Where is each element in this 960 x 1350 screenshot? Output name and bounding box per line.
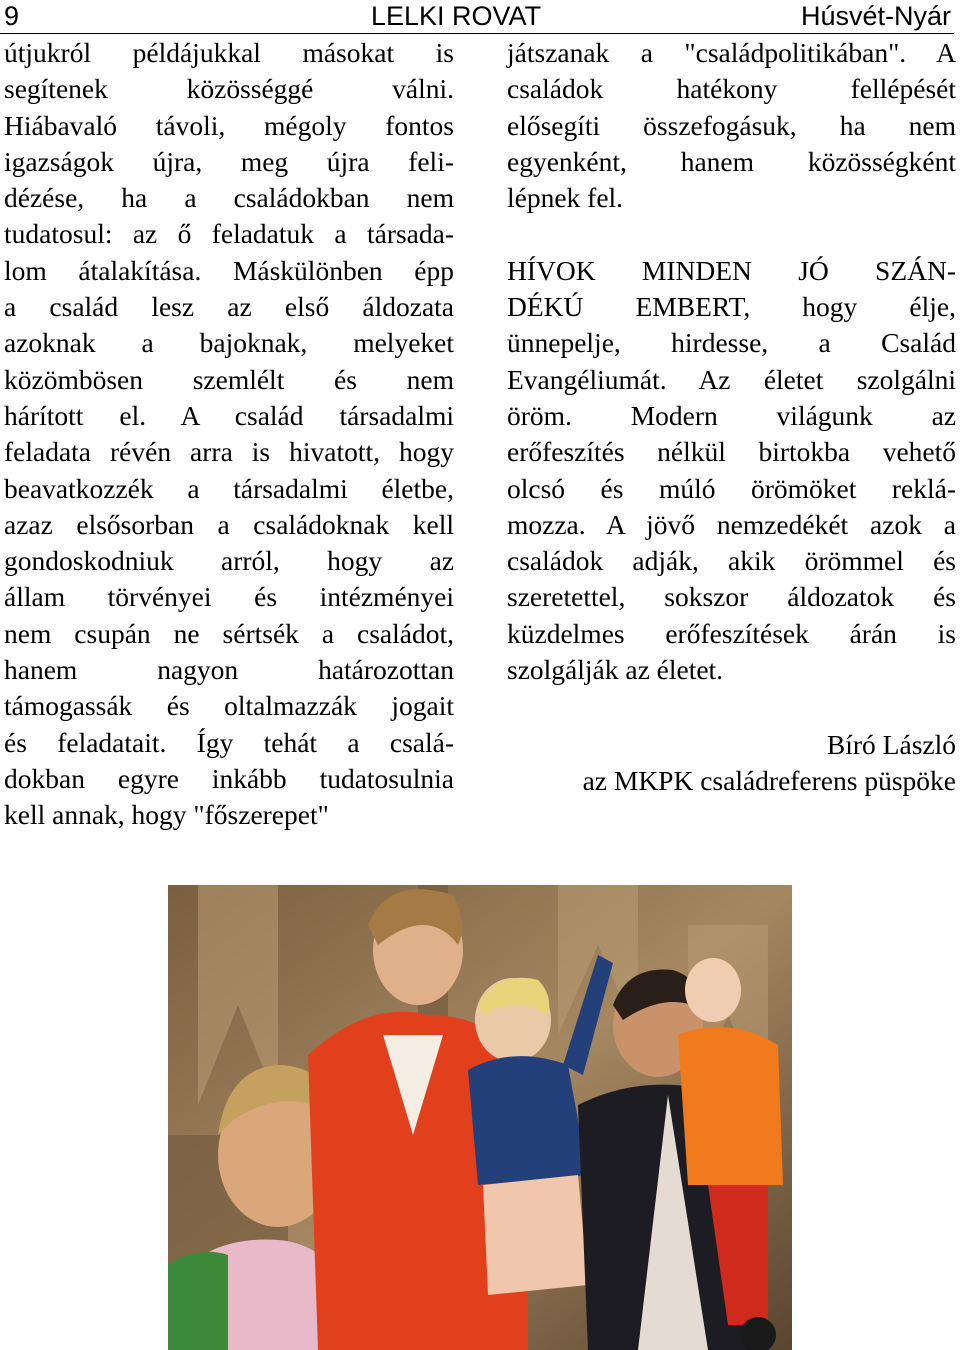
family-photo-illustration — [168, 885, 792, 1350]
left-column-line: Hiábavaló távoli, mégoly fontos — [4, 109, 454, 141]
family-photo — [168, 885, 792, 1350]
left-column-line: feladata révén arra is hivatott, hogy — [4, 436, 454, 468]
left-column-line: kell annak, hogy "főszerepet" — [4, 799, 329, 831]
right-paragraph-2-line: ünnepelje, hirdesse, a Család — [507, 327, 956, 359]
signature-name: Bíró László — [826, 729, 956, 760]
right-paragraph-2-line: szeretettel, sokszor áldozatok és — [507, 581, 956, 613]
left-column-line: támogassák és oltalmazzák jogait — [4, 690, 454, 722]
page-number: 9 — [4, 1, 20, 31]
issue-label: Húsvét-Nyár — [800, 1, 951, 31]
right-paragraph-1-line: családok hatékony fellépését — [507, 73, 956, 105]
right-paragraph-2-line: HÍVOK MINDEN JÓ SZÁN- — [507, 254, 956, 286]
left-column-line: segítenek közösséggé válni. — [4, 73, 454, 105]
left-column-line: hárított el. A család társadalmi — [4, 399, 454, 431]
right-paragraph-2-line: családok adják, akik örömmel és — [507, 545, 956, 577]
left-column-line: hanem nagyon határozottan — [4, 654, 454, 686]
signature-title: az MKPK családreferens püspöke — [582, 765, 956, 797]
left-column-line: és feladatait. Így tehát a csalá- — [4, 726, 454, 758]
right-paragraph-1-line: egyenként, hanem közösségként — [507, 145, 956, 177]
left-column-line: tudatosul: az ő feladatuk a társada- — [4, 218, 454, 250]
right-paragraph-1-line: elősegíti összefogásuk, ha nem — [507, 109, 956, 141]
left-column-line: beavatkozzék a társadalmi életbe, — [4, 472, 454, 504]
signature-block — [583, 727, 956, 800]
left-column-line: lom átalakítása. Máskülönben épp — [4, 254, 454, 286]
right-paragraph-2-line: küzdelmes erőfeszítések árán is — [507, 617, 956, 649]
left-column-line: azaz elsősorban a családoknak kell — [4, 508, 454, 540]
right-paragraph-2-line: öröm. Modern világunk az — [507, 399, 956, 431]
right-paragraph-2-line: Evangéliumát. Az életet szolgálni — [507, 363, 956, 395]
right-paragraph-1-line: játszanak a "családpolitikában". A — [507, 37, 956, 68]
right-paragraph-2 — [507, 253, 956, 689]
right-paragraph-2-line: DÉKÚ EMBERT, hogy élje, — [507, 291, 956, 323]
right-column — [507, 35, 956, 688]
left-column-line: dézése, ha a családokban nem — [4, 182, 454, 214]
left-column-line: útjukról példájukkal másokat is — [4, 37, 454, 68]
right-paragraph-1-line: lépnek fel. — [507, 182, 624, 214]
section-title: LELKI ROVAT — [371, 1, 542, 31]
right-paragraph-2-line: mozza. A jövő nemzedékét azok a — [507, 508, 956, 540]
right-paragraph-2-line: olcsó és múló örömöket reklá- — [507, 472, 956, 504]
right-paragraph-2-line: erőfeszítés nélkül birtokba vehető — [507, 436, 956, 468]
right-paragraph-1 — [507, 35, 956, 216]
left-column-line: gondoskodniuk arról, hogy az — [4, 545, 454, 577]
left-column-line: állam törvényei és intézményei — [4, 581, 454, 613]
left-column-line: nem csupán ne sértsék a családot, — [4, 617, 454, 649]
left-column — [4, 35, 454, 834]
left-column-line: a család lesz az első áldozata — [4, 291, 454, 323]
page-header — [0, 0, 954, 34]
left-column-line: igazságok újra, meg újra feli- — [4, 145, 454, 177]
left-column-line: dokban egyre inkább tudatosulnia — [4, 762, 454, 794]
left-column-line: közömbösen szemlélt és nem — [4, 363, 454, 395]
left-column-line: azoknak a bajoknak, melyeket — [4, 327, 454, 359]
right-paragraph-2-line: szolgálják az életet. — [507, 654, 724, 686]
